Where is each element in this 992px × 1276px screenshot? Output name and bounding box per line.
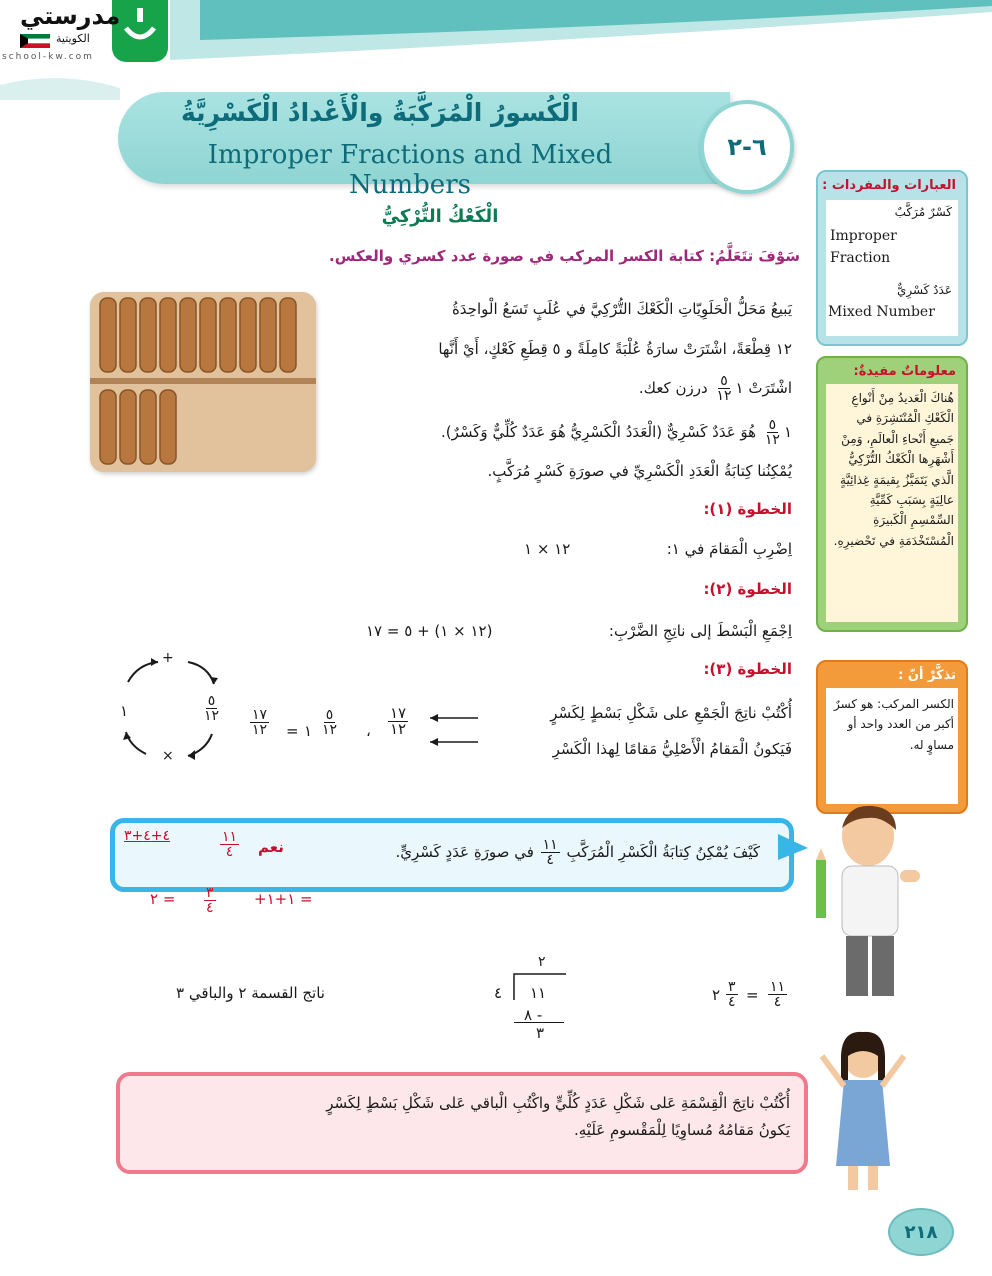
fraction-3-4: ٣ ٤ [728,979,736,1010]
term-mixed-ar: عَدَدٌ كَسْرِيٌّ [896,283,952,297]
answer-yes: نعم [258,838,284,856]
fraction-5-12-c: ٥ ١٢ [322,707,338,738]
mixed-number-definition: هُوَ عَدَدٌ كَسْرِيٌّ (الْعَدَدُ الْكَسْرِيُّ هُوَ عَدَدٌ كُلِّيٌّ وَكَسْرٌ). [441,423,757,441]
cycle-plus: + [162,650,174,666]
fraction-5-12: $\frac{٥}{١٢}$ [716,373,732,404]
girl-character-illustration [808,1026,918,1196]
instruction-text [170,1090,790,1144]
division-divisor: ٤ [494,984,503,1002]
remember-content [826,688,958,804]
equals-sign-2: = [746,986,759,1004]
remember-text: الكسر المركب: هو كسرٌ أكبر من العدد واحد أو مساوٍ له. [833,697,954,752]
step-3-line-2: فَيَكونُ الْمَقامُ الْأَصْلِيُّ مَقامًا لِهذا الْكَسْرِ [552,740,792,758]
vocabulary-box [816,170,968,346]
intro-line-4 [441,418,792,447]
question-text [300,838,760,867]
intro-line-1: يَبيعُ مَحَلُّ الْحَلَوِيّاتِ الْكَعْكَ التُّرْكِيَّ في عُلَبٍ تَسَعُ الْواحِدَةُ [451,300,792,318]
vocabulary-content [826,200,958,336]
instruction-line-2: يَكونُ مَقامُهُ مُساوِيًا لِلْمَقْسومِ عَلَيْهِ. [573,1121,790,1139]
lesson-title-arabic: الْكُسورُ الْمُرَكَّبَةُ والْأَعْدادُ الْكَسْرِيَّةُ [181,98,579,127]
division-subtract: ٨ - [524,1006,543,1024]
vocabulary-title: العبارات والمفردات : [822,178,956,193]
logo-subtitle: الكويتية [56,32,90,45]
mixed-whole-4: ٢ [712,986,721,1004]
intro-line-3 [639,374,792,403]
page-number: ٢١٨ [888,1208,954,1256]
cycle-times: × [162,748,174,764]
term-mixed-en: Mixed Number [828,304,935,320]
division-result-text: ناتج القسمة ٢ والباقي ٣ [176,984,325,1002]
step-2-text: اِجْمَعِ الْبَسْطَ إلى ناتِجِ الضَّرْبِ: [608,622,792,640]
step-3-line-1: أُكْتُبْ ناتِجَ الْجَمْعِ على شَكْلِ بَسْطٍ لِكَسْرٍ [550,704,792,722]
lesson-title-english: Improper Fractions and Mixed Numbers [207,140,613,200]
logo-mark [112,0,168,62]
question-part-b: في صورَةِ عَدَدٍ كَسْرِيٍّ. [395,843,534,861]
step-1-text: اِضْرِبِ الْمَقامَ في ١: [666,540,792,558]
logo-url: school-kw.com [2,52,94,62]
intro-bought: اشْتَرَتْ [748,379,792,397]
useful-info-text: هُناكَ الْعَديدُ مِنْ أَنْواعِ الْكَعْكِ الْمُنْتَشِرَةِ في جَميعِ أَنْحاءِ الْعالَمِ، وَمِنْ أَشْهَرِها الْكَعْكُ التُّرْكِيُّ الَّذي يَتَمَيَّزُ بِقيمَةٍ غِذائِيَّةٍ عالِيَةٍ بِسَبَبِ كَمِّيَّةِ السِّمْسِمِ الْكَبيرَةِ الْمُسْتَخْدَمَةِ في تَحْضيرِهِ. [833,391,954,548]
turkish-cake-photo [90,292,316,472]
division-rule [514,1022,564,1023]
division-remainder: ٣ [536,1024,545,1042]
useful-info-box [816,356,968,632]
division-quotient: ٢ [538,954,546,970]
step-3-arrows [424,708,480,748]
answer-line-2a: = ١+١+ [254,890,313,908]
step-1-math: ١٢ × ١ [524,540,571,558]
answer-fraction-11-4: ١١ ٤ [222,829,238,860]
boy-character-illustration [808,800,938,1010]
remember-box [816,660,968,814]
step-2-math: (١٢ × ١) + ٥ = ١٧ [366,622,493,640]
useful-info-title: معلوماتٌ مفيدةٌ: [853,364,956,379]
mixed-whole-2: ١ [783,423,792,441]
step-2-label: الخطوة (٢): [703,580,792,598]
intro-line-5: يُمْكِنُنا كِتابَةُ الْعَدَدِ الْكَسْرِيِّ في صورَةِ كَسْرٍ مُرَكَّبٍ. [487,462,792,480]
section-subtitle: الْكَعْكُ التُّرْكِيُّ [381,206,499,227]
mixed-whole-3: ١ [304,722,313,740]
answer-sum-expression: ٤+٤+٣ [124,828,171,844]
bubble-tail [778,834,808,864]
cycle-whole: ١ [120,702,129,720]
learning-objective: سَوْفَ تتَعَلَّمُ: كتابة الكسر المركب في صورة عدد كسري والعكس. [329,247,800,265]
fraction-17-12-a: ١٧ ١٢ [390,704,407,738]
useful-info-content [826,384,958,622]
mixed-whole: ١ [735,379,744,397]
comma-separator: ، [366,722,371,740]
fraction-11-4: $\frac{١١}{٤}$ [542,837,558,868]
lesson-number-badge: ٦-٢ [700,100,794,194]
step-3-label: الخطوة (٣): [703,660,792,678]
term-improper-en-1: Improper [830,228,897,244]
fraction-11-4-b: ١١ ٤ [770,979,786,1010]
intro-line-2: ١٢ قِطْعَةً، اشْتَرَتْ سارَةُ عُلْبَةً كامِلَةً و ٥ قِطَعِ كَعْكٍ، أَيْ أَنَّها [438,340,792,358]
fraction-17-12-b: ١٧ ١٢ [252,707,268,738]
term-improper-en-2: Fraction [830,249,891,266]
fraction-5-12-b: $\frac{٥}{١٢}$ [764,417,780,448]
equals-sign: = [286,722,299,740]
cycle-fraction: ٥ ١٢ [204,693,220,724]
remember-title: تذكَّرْ أنّ : [898,668,956,683]
term-improper-ar: كَسْرٌ مُرَكَّبٌ [894,205,952,219]
division-dividend: ١١ [530,984,547,1002]
answer-fraction-3-4: ٣ ٤ [206,885,214,916]
instruction-line-1: أُكْتُبْ ناتِجَ الْقِسْمَةِ عَلى شَكْلِ عَدَدٍ كُلِّيٍّ واكْتُبِ الْباقي عَلى شَكْلِ بَسْطٍ لِكَسْرٍ [326,1094,790,1112]
step-1-label: الخطوة (١): [703,500,792,518]
intro-dozen: درزن كعك. [638,379,708,397]
logo-name: مدرستي [20,2,121,30]
question-part-a: كَيْفَ يُمْكِنُ كِتابَةُ الْكَسْرِ الْمُرَكَّبِ [566,843,760,861]
answer-line-2b: = ٢ [150,890,176,908]
kuwait-flag-icon [20,34,50,48]
